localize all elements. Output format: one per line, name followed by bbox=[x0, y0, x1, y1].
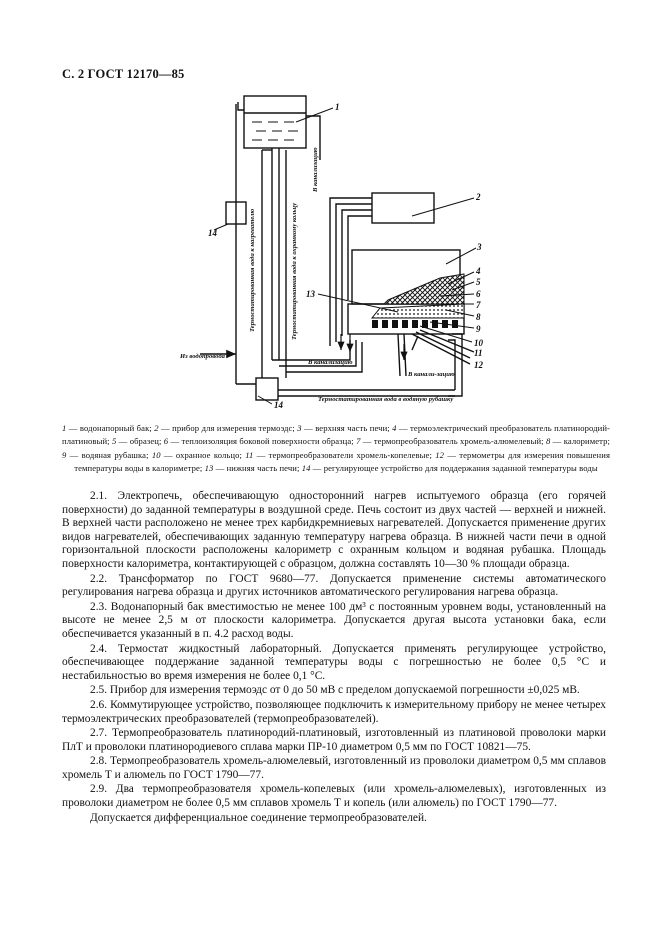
paragraph-2-5: 2.5. Прибор для измерения термоэдс от 0 до 50 мВ с пределом допускаемой погрешности ±0,025 мВ. bbox=[90, 684, 580, 697]
caption-item bbox=[205, 463, 302, 473]
callout-1: 1 bbox=[335, 102, 340, 112]
callout-7: 7 bbox=[476, 300, 481, 310]
caption-item bbox=[62, 450, 152, 460]
caption-item bbox=[112, 436, 164, 446]
paragraph-note: Допускается дифференциальное соединение термопреобразователей. bbox=[90, 811, 427, 824]
caption-item-text: — водяная рубашка; bbox=[66, 449, 152, 460]
caption-item bbox=[154, 423, 297, 433]
apparatus-diagram-svg bbox=[0, 0, 661, 420]
paragraph-2-2: 2.2. Трансформатор по ГОСТ 9680—77. Допускается применение системы автоматического регулирования нагрева образца и других источников автоматического регулирования нагрева образца. bbox=[62, 572, 606, 599]
caption-item-number: 2 bbox=[154, 423, 159, 433]
caption-item-text: — термоэлектрический преобразователь платинородий-платиновый; bbox=[62, 423, 610, 447]
caption-item-text: — охранное кольцо; bbox=[160, 449, 246, 460]
callout-13: 13 bbox=[306, 289, 315, 299]
callout-4: 4 bbox=[476, 266, 481, 276]
callout-8: 8 bbox=[476, 312, 481, 322]
caption-item bbox=[152, 450, 245, 460]
caption-item-text: — водонапорный бак; bbox=[66, 423, 155, 433]
label-to-sewer-bottom-left: В канализацию bbox=[308, 359, 353, 366]
callout-3: 3 bbox=[477, 242, 482, 252]
caption-item bbox=[546, 436, 610, 446]
caption-item-text: — верхняя часть печи; bbox=[301, 423, 393, 433]
caption-item-number: 9 bbox=[62, 449, 67, 460]
paragraph-2-8: 2.8. Термопреобразователь хромель-алюмелевый, изготовленный из проволоки диаметром 0,5 мм сплавов хромель Т и алюмель по ГОСТ 1790—77. bbox=[62, 755, 606, 781]
sample-hatch bbox=[384, 274, 464, 304]
callout-2: 2 bbox=[476, 192, 481, 202]
paragraph-2-6: 2.6. Коммутирующее устройство, позволяющее подключить к измерительному прибору не менее четырех термоэлектрических преобразователей (термопреобразователей). bbox=[62, 698, 606, 725]
caption-item-number: 12 bbox=[435, 449, 445, 460]
caption-item-number: 3 bbox=[297, 423, 302, 433]
paragraph-2-3: 2.3. Водонапорный бак вместимостью не менее 100 дм³ с постоянным уровнем воды, установленный на высоте не менее 2,5 м от плоскости калориметра. Допускается другая высота установки бака, если обеспечивается указанный в п. 4.2 расход воды. bbox=[62, 600, 606, 640]
caption-item-text: — нижняя часть печи; bbox=[213, 463, 302, 474]
label-to-guard-ring: Термостатированная вода к охранному кольцу bbox=[291, 202, 298, 340]
caption-item bbox=[356, 436, 546, 446]
caption-item bbox=[245, 450, 435, 460]
label-from-water-supply: Из водопровода bbox=[180, 353, 225, 360]
callout-12: 12 bbox=[474, 360, 483, 370]
caption-item-text: — теплоизоляция боковой поверхности образца; bbox=[168, 436, 357, 447]
caption-item bbox=[302, 463, 598, 473]
apparatus-diagram bbox=[0, 0, 661, 420]
caption-item-number: 13 bbox=[204, 463, 214, 474]
callout-5: 5 bbox=[476, 277, 481, 287]
caption-item-text: — калориметр; bbox=[550, 436, 611, 447]
caption-item-text: — термометры для измерения повышения температуры воды в калориметре; bbox=[74, 449, 611, 474]
label-to-sewer-bottom-right: В канали-зацию bbox=[408, 371, 455, 378]
caption-item-number: 6 bbox=[163, 436, 169, 447]
caption-item bbox=[62, 423, 154, 433]
callout-11: 11 bbox=[474, 348, 483, 358]
label-to-sewer-top: В канализацию bbox=[312, 147, 319, 192]
caption-item-number: 14 bbox=[301, 463, 311, 474]
callout-14-lower: 14 bbox=[274, 400, 283, 410]
callout-14-upper: 14 bbox=[208, 228, 217, 238]
caption-item-text: — термопреобразователи хромель-копелевые; bbox=[253, 449, 436, 460]
document-body bbox=[62, 490, 606, 826]
paragraph-2-7: 2.7. Термопреобразователь платинородий-платиновый, изготовленный из платиновой проволоки марки ПлТ и проволоки платинородиевого сплава марки ПР-10 диаметром 0,5 мм по ГОСТ 10821—75. bbox=[62, 727, 606, 753]
caption-item-number: 11 bbox=[245, 449, 254, 460]
label-to-jacket: Термостатированная вода в водяную рубашку bbox=[318, 396, 454, 403]
caption-item-text: — термопреобразователь хромель-алюмелевый; bbox=[360, 436, 546, 447]
caption-item-number: 10 bbox=[151, 449, 161, 460]
caption-item-text: — образец; bbox=[116, 436, 164, 447]
caption-item bbox=[164, 436, 356, 446]
paragraph-2-4: 2.4. Термостат жидкостный лабораторный. Допускается применять регулирующее устройство, обеспечивающее поддержание заданной температуры воды с погрешностью не более 0,5 °С и нестабильностью во время измерения не более 0,1 °С. bbox=[62, 642, 606, 682]
caption-item-number: 5 bbox=[111, 436, 117, 447]
caption-item-text: — прибор для измерения термоэдс; bbox=[158, 423, 298, 433]
callout-6: 6 bbox=[476, 289, 481, 299]
callout-10: 10 bbox=[474, 338, 483, 348]
emf-meter bbox=[372, 193, 434, 223]
caption-item-number: 7 bbox=[356, 436, 361, 447]
paragraph-2-1: 2.1. Электропечь, обеспечивающую односторонний нагрев испытуемого образца (его горячей поверхности) до заданной температуры в воздушной среде. Печь состоит из двух частей — верхней и нижней. В верхней части расположено не менее трех карбидкремниевых нагревателей. Допускается применение других видов нагревателей, обеспечивающих заданную температуру нагрева образца. В нижней части печи в одной горизонтальной плоскости расположены калориметр с охранным кольцом и водяная рубашка. Площадь поверхности калориметра, контактирующей с образцом, должна составлять 10—30 % площади образца. bbox=[62, 490, 606, 570]
callout-9: 9 bbox=[476, 324, 481, 334]
paragraph-2-9: 2.9. Два термопреобразователя хромель-копелевых (или хромель-алюмелевых), изготовленных из проволоки диаметром не более 0,5 мм сплавов хромель Т и копель (или алюмель) по ГОСТ 1790—77. bbox=[62, 783, 606, 810]
label-to-heater: Термостатированная вода к нагревателю bbox=[249, 208, 256, 332]
caption-item-number: 1 bbox=[62, 423, 67, 433]
page-header: С. 2 ГОСТ 12170—85 bbox=[62, 67, 185, 81]
caption-item-number: 8 bbox=[545, 436, 551, 447]
caption-item-number: 4 bbox=[392, 423, 397, 433]
figure-caption bbox=[62, 422, 610, 476]
caption-item-text: — регулирующее устройство для поддержания заданной температуры воды bbox=[310, 463, 598, 474]
caption-item bbox=[297, 423, 392, 433]
